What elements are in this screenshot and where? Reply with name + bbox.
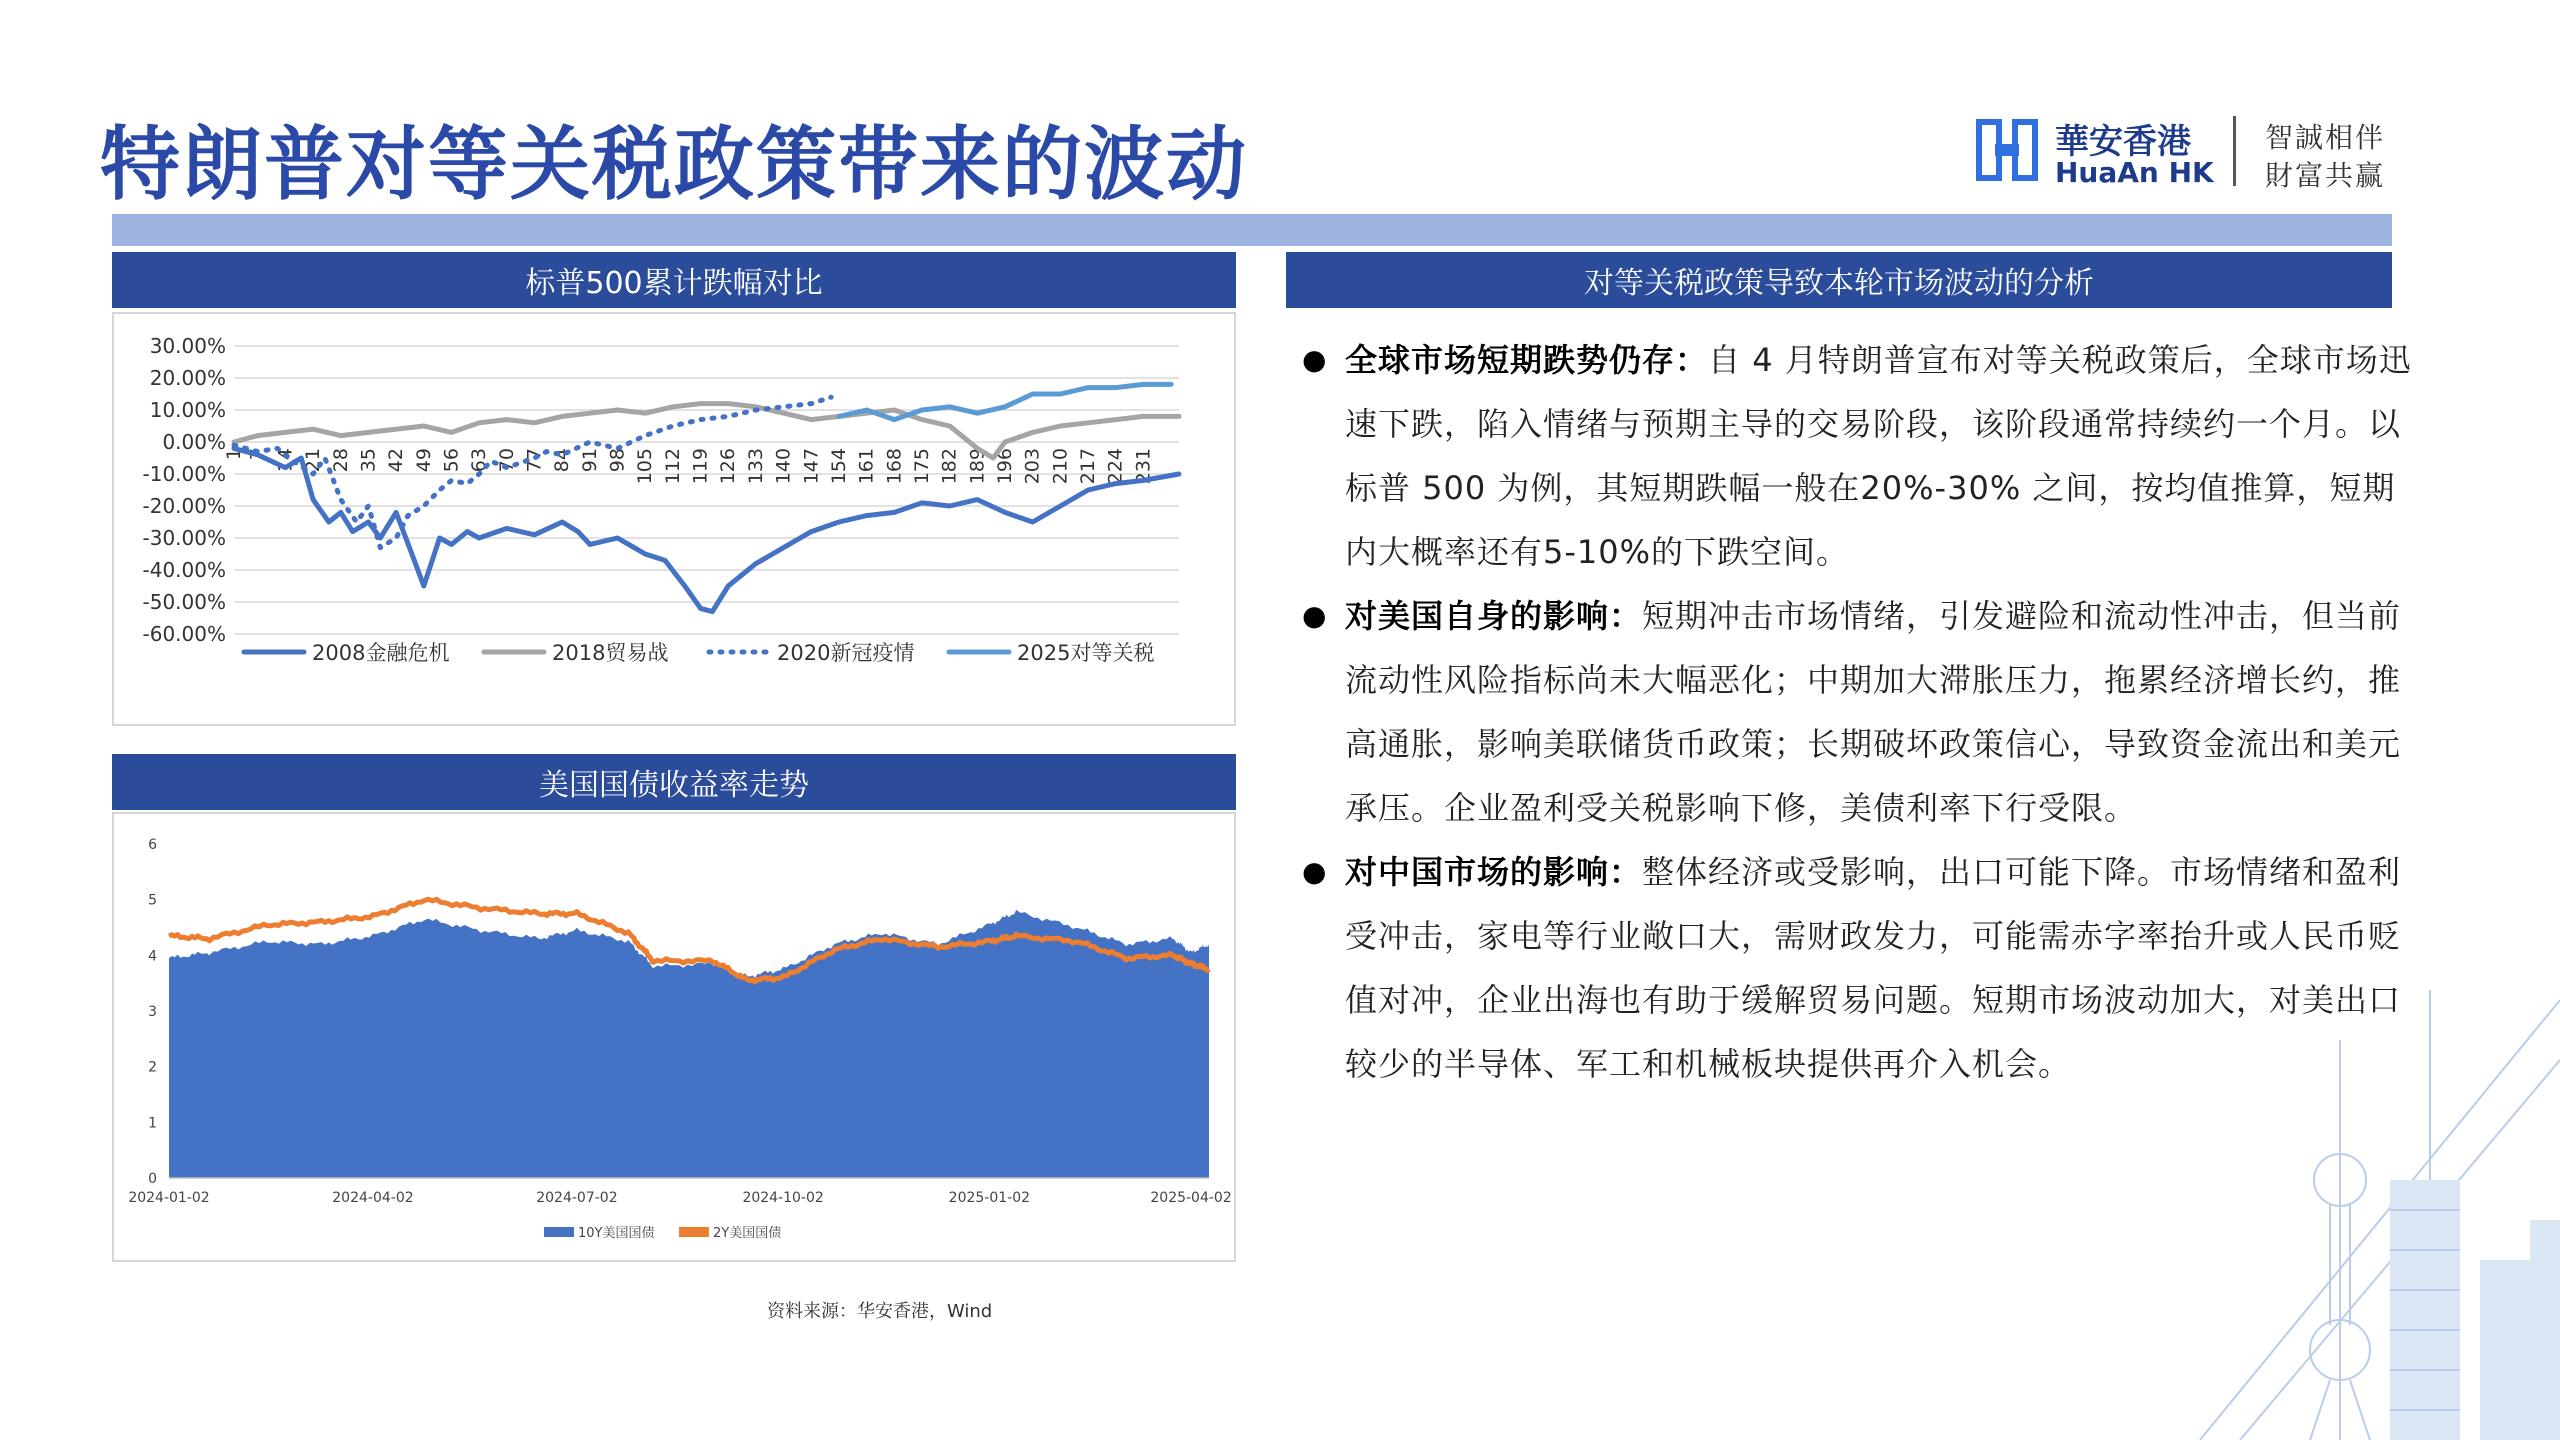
x-tick-label: 133 [744, 448, 767, 485]
legend-label: 2008金融危机 [312, 641, 450, 665]
x-tick-label: 7 [246, 448, 269, 461]
logo-slogan-line2: 財富共赢 [2265, 159, 2386, 192]
y-tick-label: -50.00% [142, 590, 226, 614]
x-tick-label: 126 [717, 448, 740, 485]
logo-separator [2233, 116, 2236, 186]
x-tick-label: 42 [385, 448, 408, 473]
y-tick-label: -10.00% [142, 462, 226, 486]
y-tick-label: 20.00% [149, 366, 226, 390]
x-tick-label: 77 [523, 448, 546, 473]
x-tick-label: 1 [223, 448, 245, 461]
x-tick-label: 182 [938, 448, 961, 485]
x-tick-label: 154 [827, 448, 850, 485]
x-tick-label: 2024-04-02 [332, 1190, 414, 1206]
x-tick-label: 28 [329, 448, 352, 473]
page-title: 特朗普对等关税政策带来的波动 [100, 117, 1248, 211]
x-tick-label: 91 [578, 448, 601, 473]
y-tick-label: 10.00% [149, 398, 226, 422]
y-tick-label: 0 [148, 1171, 157, 1187]
y-tick-label: 5 [148, 892, 157, 909]
x-tick-label: 217 [1077, 448, 1100, 485]
series-area [169, 910, 1209, 1178]
x-tick-label: 161 [855, 448, 878, 485]
x-tick-label: 98 [606, 447, 629, 473]
legend-label: 2020新冠疫情 [777, 641, 915, 665]
x-tick-label: 147 [800, 448, 823, 485]
x-tick-label: 203 [1021, 448, 1044, 485]
x-tick-label: 2025-04-02 [1150, 1190, 1232, 1206]
yield-chart-svg [114, 814, 1234, 1260]
x-tick-label: 196 [994, 448, 1017, 485]
logo-name-cn: 華安香港 [2055, 122, 2191, 162]
analysis-panel-title: 对等关税政策导致本轮市场波动的分析 [1286, 252, 2392, 308]
x-tick-label: 49 [412, 448, 435, 473]
legend-swatch [544, 1227, 574, 1237]
legend-label: 2018贸易战 [552, 641, 669, 665]
x-tick-label: 14 [274, 448, 297, 473]
x-tick-label: 210 [1049, 448, 1072, 485]
x-tick-label: 84 [551, 448, 574, 473]
y-tick-label: -40.00% [142, 558, 226, 582]
y-tick-label: 6 [148, 837, 157, 853]
y-tick-label: -20.00% [142, 494, 226, 518]
treasury-yield-chart [112, 812, 1236, 1262]
sp500-chart-svg [114, 314, 1234, 724]
title-rule [112, 214, 2392, 246]
x-tick-label: 70 [495, 448, 518, 473]
x-tick-label: 189 [966, 448, 989, 485]
x-tick-label: 175 [910, 448, 933, 485]
legend-label: 10Y美国国债 [578, 1226, 655, 1241]
source-note: 资料来源：华安香港，Wind [767, 1301, 993, 1322]
series-line [839, 384, 1171, 419]
company-logo [1975, 112, 2415, 192]
legend-label: 2Y美国国债 [713, 1226, 782, 1241]
x-tick-label: 63 [468, 448, 491, 473]
x-tick-label: 168 [883, 448, 906, 485]
x-tick-label: 119 [689, 448, 712, 485]
bullet-icon: ● [1302, 343, 1328, 376]
y-tick-label: 1 [148, 1115, 157, 1132]
y-tick-label: -60.00% [142, 622, 226, 646]
x-tick-label: 2024-01-02 [128, 1190, 210, 1206]
y-tick-label: -30.00% [142, 526, 226, 550]
y-tick-label: 3 [148, 1004, 157, 1020]
x-tick-label: 231 [1132, 448, 1155, 485]
city-skyline-decoration [2180, 980, 2560, 1440]
x-tick-label: 21 [302, 448, 325, 473]
yield-panel-title: 美国国债收益率走势 [112, 754, 1236, 810]
paragraph-lead: 对中国市场的影响： [1345, 853, 1643, 891]
paragraph-body: 短期冲击市场情绪，引发避险和流动性冲击，但当前流动性风险指标尚未大幅恶化；中期加大滞胀压力，拖累经济增长约，推高通胀，影响美联储货币政策；长期破坏政策信心，导致资金流出和美元承压。企业盈利受关税影响下修，美债利率下行受限。 [1345, 597, 2402, 827]
bullet-icon: ● [1302, 599, 1328, 632]
paragraph-lead: 全球市场短期跌势仍存： [1345, 341, 1709, 379]
paragraph-lead: 对美国自身的影响： [1345, 597, 1643, 635]
x-tick-label: 112 [661, 448, 684, 485]
x-tick-label: 2025-01-02 [948, 1190, 1031, 1206]
legend-label: 2025对等关税 [1017, 641, 1155, 665]
y-tick-label: 2 [148, 1059, 157, 1076]
logo-icon [1975, 118, 2039, 182]
x-tick-label: 2024-10-02 [742, 1190, 824, 1206]
paragraph-body: 自 4 月特朗普宣布对等关税政策后，全球市场迅速下跌，陷入情绪与预期主导的交易阶段，该阶段通常持续约一个月。以标普 500 为例，其短期跌幅一般在20%-30% 之间，按均值推算，短期内大概率还有5-10%的下跌空间。 [1345, 341, 2412, 571]
logo-name-en: HuaAn HK [2055, 156, 2214, 189]
x-tick-label: 224 [1104, 447, 1127, 485]
x-tick-label: 140 [772, 448, 795, 485]
analysis-paragraph-global [1300, 328, 2425, 584]
x-tick-label: 105 [634, 448, 657, 485]
analysis-paragraph-us [1300, 584, 2425, 840]
x-tick-label: 2024-07-02 [536, 1190, 618, 1206]
logo-slogan-line1: 智誠相伴 [2265, 121, 2386, 154]
sp500-panel-title: 标普500累计跌幅对比 [112, 252, 1236, 308]
legend-swatch [679, 1227, 709, 1237]
bullet-icon: ● [1302, 855, 1328, 888]
y-tick-label: 0.00% [162, 430, 226, 454]
x-tick-label: 35 [357, 448, 380, 473]
x-tick-label: 56 [440, 448, 463, 473]
paragraph-body: 整体经济或受影响，出口可能下降。市场情绪和盈利受冲击，家电等行业敞口大，需财政发力，可能需赤字率抬升或人民币贬值对冲，企业出海也有助于缓解贸易问题。短期市场波动加大，对美出口较少的半导体、军工和机械板块提供再介入机会。 [1345, 853, 2402, 1083]
y-tick-label: 30.00% [149, 334, 226, 358]
y-tick-label: 4 [148, 948, 157, 965]
sp500-drawdown-chart [112, 312, 1236, 726]
